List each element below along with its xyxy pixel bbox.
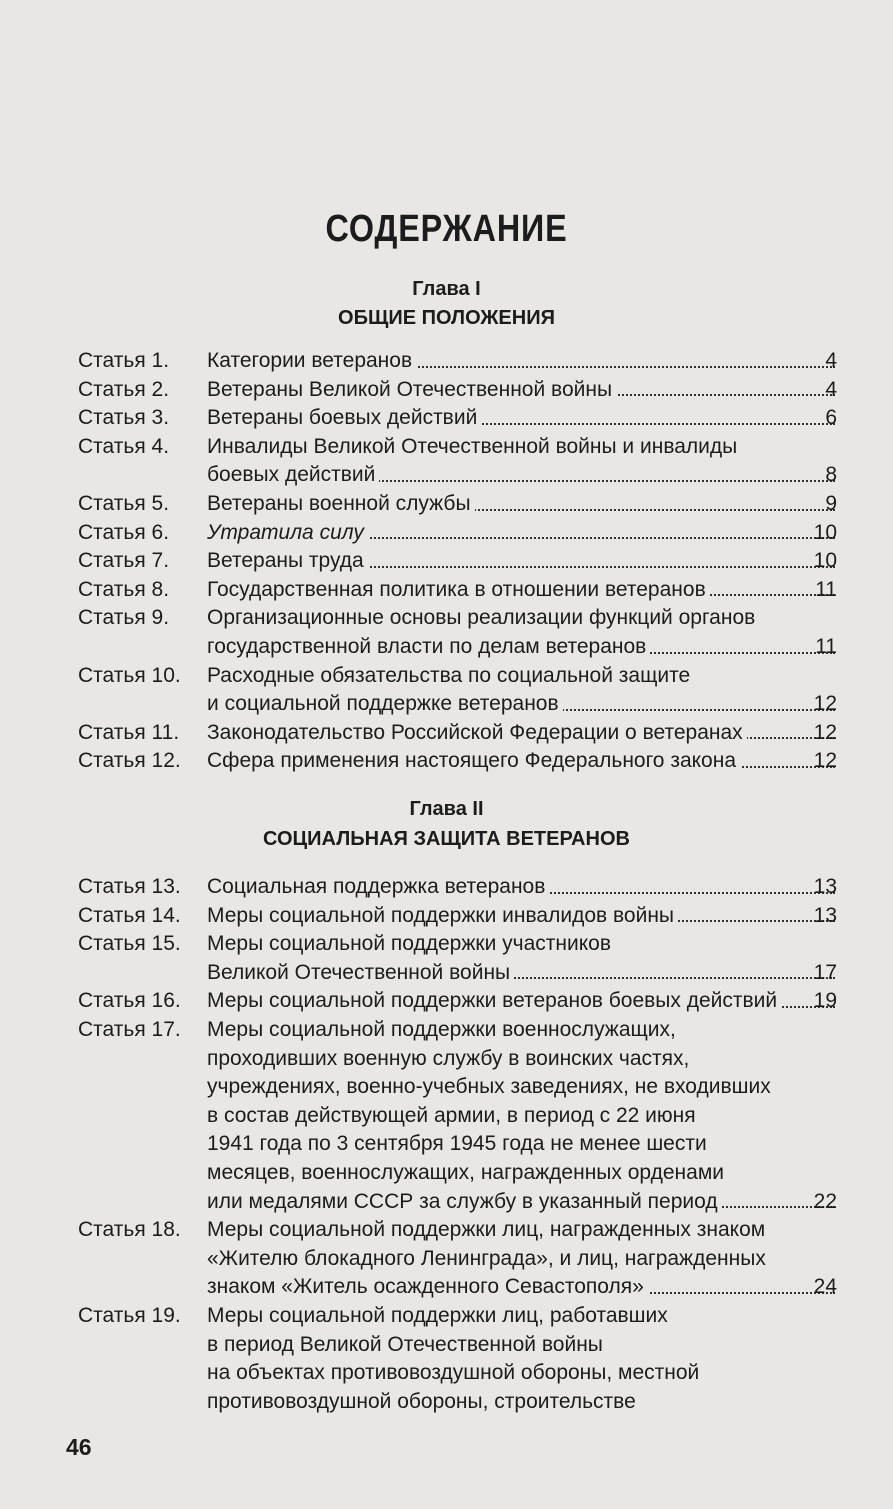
page-number: 46 xyxy=(66,1434,92,1460)
page-ref: 10 xyxy=(813,520,837,544)
toc-entry-line xyxy=(0,1273,893,1302)
chapter-2-name: СОЦИАЛЬНАЯ ЗАЩИТА ВЕТЕРАНОВ xyxy=(263,828,630,850)
toc-entry-line xyxy=(0,604,893,633)
article-title: проходивших военную службу в воинских частях, xyxy=(207,1047,693,1070)
article-title: противовоздушной обороны, строительстве xyxy=(207,1390,640,1413)
toc-entry-line xyxy=(0,1245,893,1274)
article-number: Статья 4. xyxy=(78,434,170,458)
article-title: Ветераны Великой Отечественной войны xyxy=(207,376,616,405)
article-title: Организационные основы реализации функций органов xyxy=(207,606,759,629)
article-title: в период Великой Отечественной войны xyxy=(207,1333,607,1356)
toc-entry-line xyxy=(0,1216,893,1245)
article-number: Статья 14. xyxy=(78,903,181,927)
chapter-1-label: Глава I xyxy=(412,278,481,300)
article-number: Статья 6. xyxy=(78,520,170,544)
toc-entry-line xyxy=(0,633,893,662)
toc-entry-line xyxy=(0,1302,893,1331)
article-title: Ветераны труда xyxy=(207,547,368,576)
article-title: Социальная поддержка ветеранов xyxy=(207,873,549,902)
page-ref: 9 xyxy=(825,491,837,515)
article-title: Расходные обязательства по социальной защите xyxy=(207,664,694,687)
page-ref: 22 xyxy=(813,1189,837,1213)
toc-entry-line xyxy=(0,1045,893,1074)
toc-entry-line xyxy=(0,747,893,776)
article-title: «Жителю блокадного Ленинграда», и лиц, награжденных xyxy=(207,1247,770,1270)
toc-entry-line xyxy=(0,1159,893,1188)
toc-entry-line xyxy=(0,690,893,719)
article-title: 1941 года по 3 сентября 1945 года не менее шести xyxy=(207,1132,711,1155)
toc-entry-line xyxy=(0,1130,893,1159)
article-number: Статья 7. xyxy=(78,549,170,573)
chapter-1-name: ОБЩИЕ ПОЛОЖЕНИЯ xyxy=(338,307,555,329)
toc-entry-line xyxy=(0,519,893,548)
toc-chapter-1 xyxy=(0,347,893,776)
article-number: Статья 17. xyxy=(78,1017,181,1041)
article-title: Меры социальной поддержки лиц, работавших xyxy=(207,1304,672,1327)
page-ref: 11 xyxy=(815,634,837,658)
toc-entry-line xyxy=(0,902,893,931)
page-ref: 10 xyxy=(813,549,837,573)
article-title: Законодательство Российской Федерации о ветеранах xyxy=(207,719,747,748)
chapter-2-label: Глава II xyxy=(409,798,484,820)
article-title: Меры социальной поддержки лиц, награжденных знаком xyxy=(207,1218,769,1241)
toc-entry-line xyxy=(0,1016,893,1045)
article-number: Статья 16. xyxy=(78,989,181,1013)
article-number: Статья 12. xyxy=(78,749,181,773)
page-ref: 13 xyxy=(813,903,837,927)
article-number: Статья 3. xyxy=(78,406,170,430)
article-title: Инвалиды Великой Отечественной войны и инвалиды xyxy=(207,435,741,458)
page-ref: 12 xyxy=(813,692,837,716)
page-ref: 12 xyxy=(813,749,837,773)
toc-entry-line xyxy=(0,719,893,748)
page-ref: 4 xyxy=(825,377,837,401)
article-title: боевых действий xyxy=(207,461,379,490)
toc-entry-line xyxy=(0,404,893,433)
article-title: Ветераны боевых действий xyxy=(207,404,481,433)
page-ref: 11 xyxy=(815,577,837,601)
page-ref: 24 xyxy=(813,1275,837,1299)
toc-entry-line xyxy=(0,461,893,490)
article-title: Меры социальной поддержки военнослужащих, xyxy=(207,1018,680,1041)
toc-entry-line xyxy=(0,376,893,405)
article-title: и социальной поддержке ветеранов xyxy=(207,690,563,719)
article-title: Ветераны военной службы xyxy=(207,490,475,519)
toc-entry-line xyxy=(0,1073,893,1102)
article-number: Статья 10. xyxy=(78,663,181,687)
toc-entry-line xyxy=(0,347,893,376)
article-title: Меры социальной поддержки участников xyxy=(207,932,615,955)
article-title: Государственная политика в отношении ветеранов xyxy=(207,576,710,605)
article-number: Статья 11. xyxy=(78,720,180,744)
article-number: Статья 2. xyxy=(78,377,170,401)
toc-entry-line xyxy=(0,987,893,1016)
article-number: Статья 18. xyxy=(78,1218,181,1242)
page-ref: 13 xyxy=(813,875,837,898)
article-number: Статья 15. xyxy=(78,932,181,956)
article-title: Меры социальной поддержки инвалидов войны xyxy=(207,902,678,931)
article-title: учреждениях, военно-учебных заведениях, не входивших xyxy=(207,1075,775,1098)
article-number: Статья 5. xyxy=(78,491,170,515)
toc-entry-line xyxy=(0,873,893,902)
toc-entry-line xyxy=(0,930,893,959)
toc-entry-line xyxy=(0,1388,893,1417)
article-title: знаком «Житель осажденного Севастополя» xyxy=(207,1273,648,1302)
article-number: Статья 1. xyxy=(78,349,170,372)
page-ref: 6 xyxy=(825,406,837,430)
article-title: Сфера применения настоящего Федерального закона xyxy=(207,747,740,776)
toc-entry-line xyxy=(0,490,893,519)
toc-entry-line xyxy=(0,1188,893,1217)
article-title: Меры социальной поддержки ветеранов боевых действий xyxy=(207,987,781,1016)
article-title: государственной власти по делам ветеранов xyxy=(207,633,650,662)
page-ref: 8 xyxy=(825,463,837,487)
toc-chapter-2 xyxy=(0,873,893,1416)
page-ref: 17 xyxy=(813,960,837,984)
page-ref: 4 xyxy=(825,349,837,372)
article-title: в состав действующей армии, в период с 22 июня xyxy=(207,1104,700,1127)
article-number: Статья 9. xyxy=(78,606,170,630)
toc-entry-line xyxy=(0,662,893,691)
toc-entry-line xyxy=(0,576,893,605)
toc-entry-line xyxy=(0,547,893,576)
article-title: или медалями СССР за службу в указанный период xyxy=(207,1188,722,1217)
article-title: месяцев, военнослужащих, награжденных орденами xyxy=(207,1161,728,1184)
page-ref: 12 xyxy=(813,720,837,744)
article-title: Категории ветеранов xyxy=(207,347,416,376)
article-title: Утратила силу xyxy=(207,519,368,548)
toc-entry-line xyxy=(0,1102,893,1131)
article-number: Статья 19. xyxy=(78,1303,181,1327)
page-ref: 19 xyxy=(813,989,837,1013)
article-number: Статья 13. xyxy=(78,875,181,898)
article-title: на объектах противовоздушной обороны, местной xyxy=(207,1361,703,1384)
toc-entry-line xyxy=(0,959,893,988)
page-title: СОДЕРЖАНИЕ xyxy=(325,208,568,250)
article-title: Великой Отечественной войны xyxy=(207,959,514,988)
toc-entry-line xyxy=(0,1331,893,1360)
toc-entry-line xyxy=(0,1359,893,1388)
article-number: Статья 8. xyxy=(78,577,170,601)
toc-entry-line xyxy=(0,433,893,462)
